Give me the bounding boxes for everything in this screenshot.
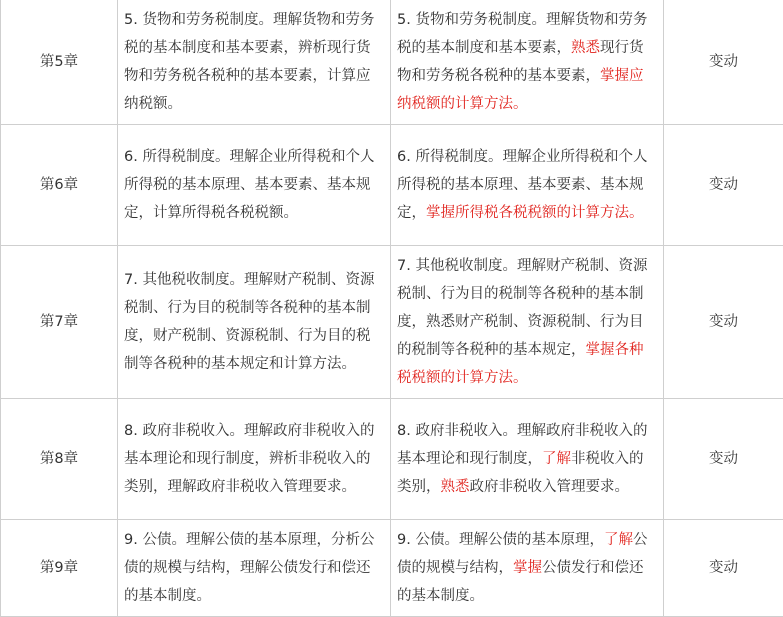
new-text-segment: 6. 所得税制度。理解企业所得税和个人所得税的基本原理、基本要素、基本规定， xyxy=(397,149,647,221)
highlighted-change: 了解 xyxy=(542,451,571,467)
old-requirement-cell: 5. 货物和劳务税制度。理解货物和劳务税的基本制度和基本要素，辨析现行货物和劳务税各税种的基本要素，计算应纳税额。 xyxy=(118,0,391,125)
new-text-segment: 7. 其他税收制度。理解财产税制、资源税制、行为目的税制等各税种的基本制度，熟悉财产税制、资源税制、行为目的税制等各税种的基本规定， xyxy=(397,258,647,358)
new-requirement-cell xyxy=(391,399,664,520)
table-row xyxy=(1,520,783,617)
highlighted-change: 掌握所得税各税税额的计算方法。 xyxy=(426,205,644,221)
old-requirement-cell: 9. 公债。理解公债的基本原理，分析公债的规模与结构，理解公债发行和偿还的基本制度。 xyxy=(118,520,391,617)
old-requirement-cell: 8. 政府非税收入。理解政府非税收入的基本理论和现行制度，辨析非税收入的类别，理解政府非税收入管理要求。 xyxy=(118,399,391,520)
chapter-cell: 第5章 xyxy=(1,0,118,125)
highlighted-change: 熟悉 xyxy=(441,479,470,495)
highlighted-change: 掌握应纳税额的计算方法。 xyxy=(397,68,644,112)
change-status-cell: 变动 xyxy=(664,0,783,125)
highlighted-change: 了解 xyxy=(604,532,633,548)
chapter-cell: 第6章 xyxy=(1,125,118,246)
chapter-cell: 第7章 xyxy=(1,246,118,399)
table-row xyxy=(1,0,783,125)
new-text-segment: 8. 政府非税收入。理解政府非税收入的基本理论和现行制度， xyxy=(397,423,647,467)
chapter-cell: 第8章 xyxy=(1,399,118,520)
highlighted-change: 掌握 xyxy=(513,560,542,576)
new-text-segment: 政府非税收入管理要求。 xyxy=(470,479,630,495)
old-requirement-cell: 7. 其他税收制度。理解财产税制、资源税制、行为目的税制等各税种的基本制度，财产税制、资源税制、行为目的税制等各税种的基本规定和计算方法。 xyxy=(118,246,391,399)
new-text-segment: 5. 货物和劳务税制度。理解货物和劳务税的基本制度和基本要素， xyxy=(397,12,647,56)
new-requirement-cell xyxy=(391,246,664,399)
new-requirement-cell xyxy=(391,0,664,125)
new-text-segment: 9. 公债。理解公债的基本原理， xyxy=(397,532,604,548)
change-status-cell: 变动 xyxy=(664,246,783,399)
table-row xyxy=(1,125,783,246)
new-text-segment: 现行货物和劳务税各税种的基本要素， xyxy=(397,40,644,84)
table-row xyxy=(1,399,783,520)
new-requirement-cell xyxy=(391,125,664,246)
highlighted-change: 掌握各种税税额的计算方法。 xyxy=(397,342,644,386)
change-status-cell: 变动 xyxy=(664,399,783,520)
chapter-cell: 第9章 xyxy=(1,520,118,617)
new-text-segment: 公债的规模与结构， xyxy=(397,532,647,576)
old-requirement-cell: 6. 所得税制度。理解企业所得税和个人所得税的基本原理、基本要素、基本规定，计算所得税各税税额。 xyxy=(118,125,391,246)
change-status-cell: 变动 xyxy=(664,125,783,246)
highlighted-change: 熟悉 xyxy=(571,40,600,56)
table-row xyxy=(1,246,783,399)
new-text-segment: 非税收入的类别， xyxy=(397,451,644,495)
new-text-segment: 公债发行和偿还的基本制度。 xyxy=(397,560,644,604)
new-requirement-cell xyxy=(391,520,664,617)
change-status-cell: 变动 xyxy=(664,520,783,617)
